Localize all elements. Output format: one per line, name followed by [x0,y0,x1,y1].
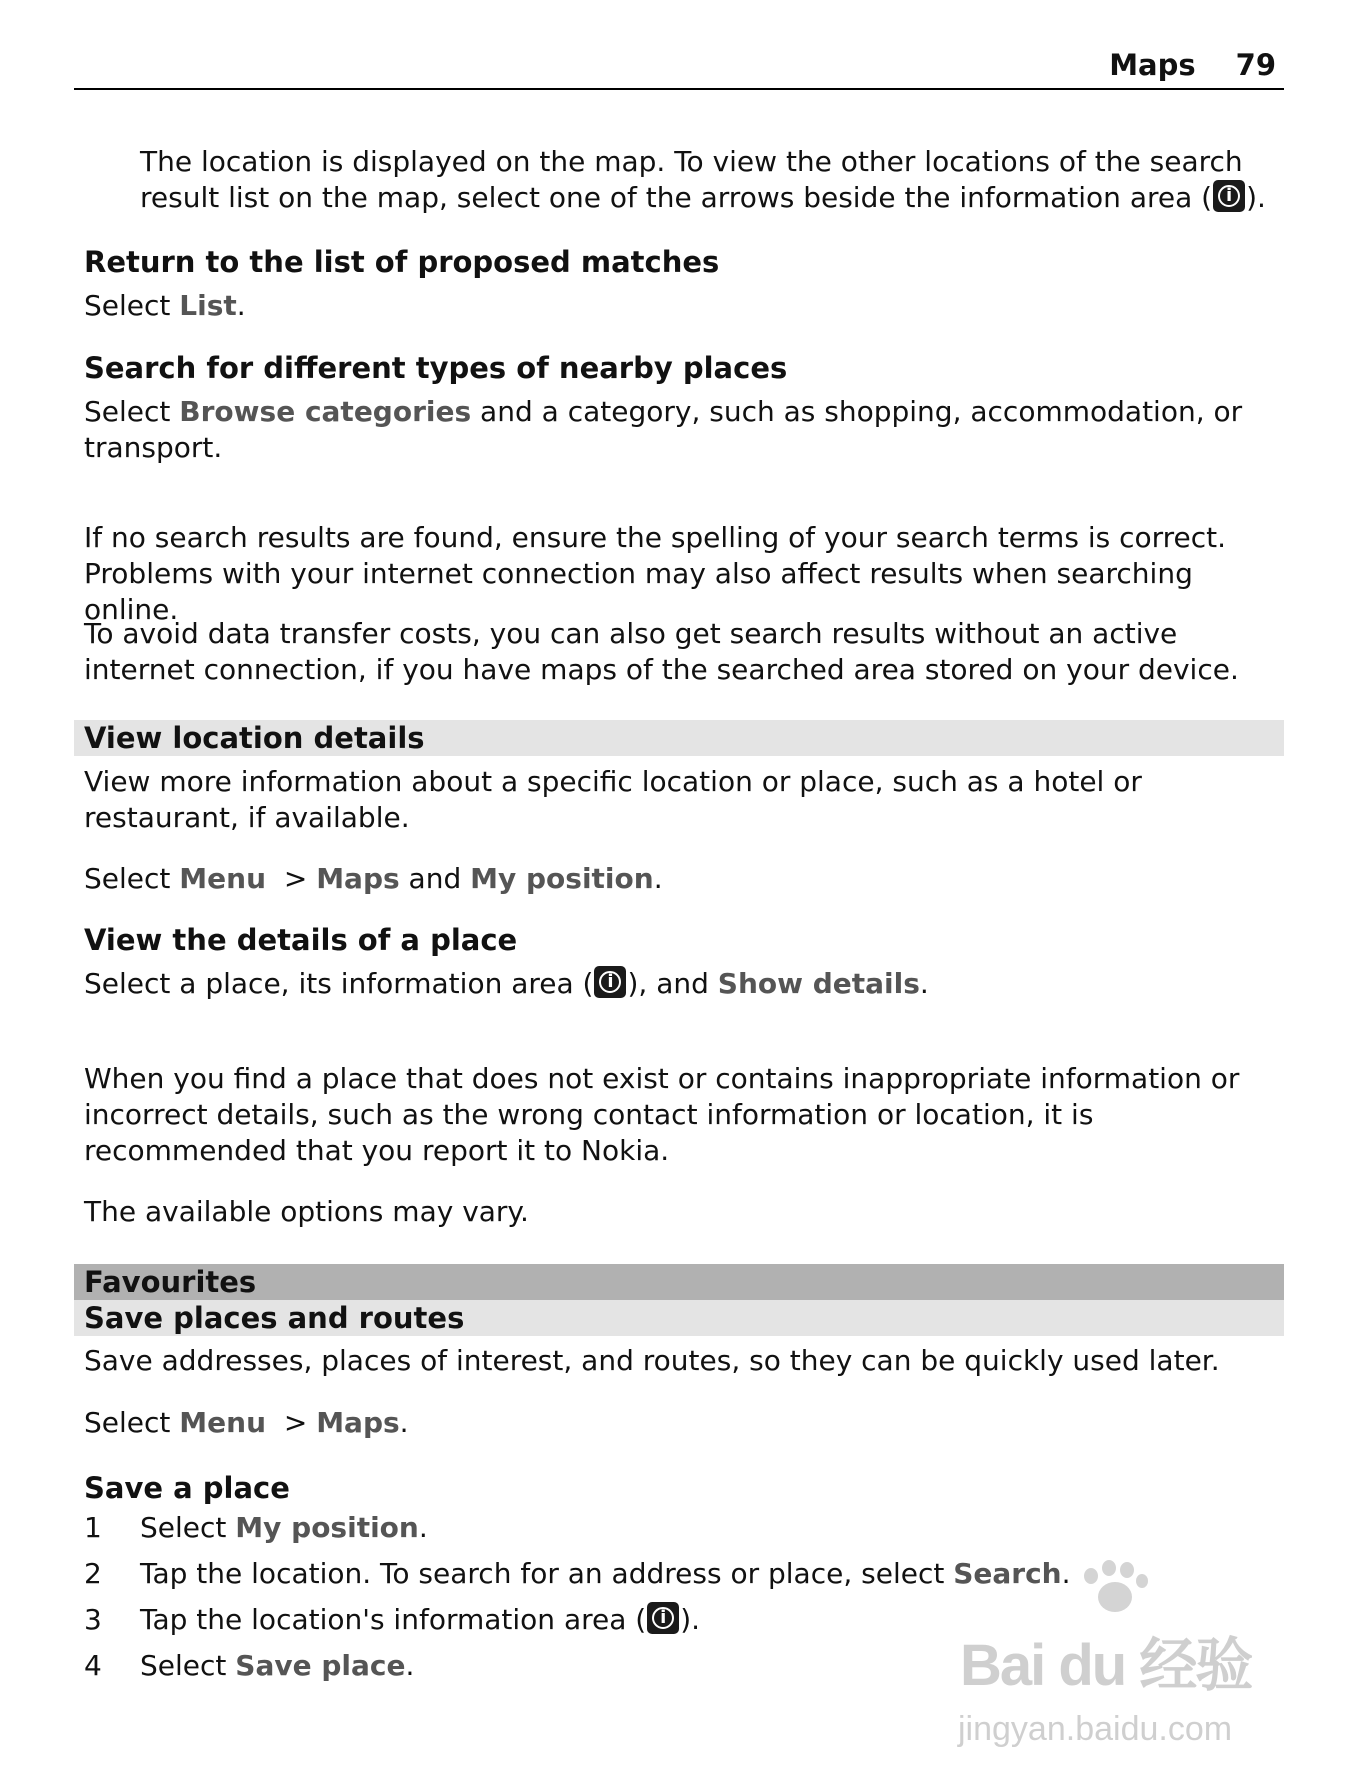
paw-icon [1080,1560,1150,1620]
select-text: Select [84,1406,180,1439]
ui-item-menu: Menu [179,862,267,895]
ui-item-list: List [179,289,237,322]
intro-text-end: ). [1246,181,1266,214]
select-text: Select [84,289,180,322]
section-heading: Search for different types of nearby places [84,351,788,385]
nearby-text: and a category, such as shopping, accommodation, or transport. [84,395,1243,464]
view-location-path [84,861,1284,897]
watermark-brand: Bai du 经验 [960,1633,1252,1698]
return-list-section [84,244,1284,324]
period: . [405,1649,415,1682]
watermark [940,1560,1280,1770]
step-number: 1 [84,1511,102,1544]
nearby-section [84,350,1284,466]
view-location-text: View more information about a specific location or place, such as a hotel or restaurant, if available. [84,765,1142,834]
step-text: Tap the location's information area ( [140,1603,647,1636]
details-text-mid: ), and [627,967,718,1000]
info-icon [594,966,626,998]
data-costs-paragraph [84,616,1284,688]
path-separator: > [266,1406,317,1439]
data-costs-text: To avoid data transfer costs, you can also get search results without an active internet connection, if you have maps of the searched area stored on your device. [84,617,1239,686]
step-number: 3 [84,1603,102,1636]
ui-item-my-position: My position [235,1511,419,1544]
ui-item-save-place: Save place [235,1649,406,1682]
info-icon [647,1602,679,1634]
watermark-url: jingyan.baidu.com [958,1710,1233,1748]
step-text: Select [140,1649,236,1682]
section-heading: Save a place [84,1471,290,1505]
favourites-desc-text: Save addresses, places of interest, and routes, so they can be quickly used later. [84,1344,1220,1377]
period: . [919,967,929,1000]
options-paragraph [84,1194,1284,1230]
ui-item-maps: Maps [316,1406,400,1439]
ui-item-browse-categories: Browse categories [179,395,472,428]
period: . [236,289,246,322]
and-text: and [399,862,471,895]
favourites-path [84,1405,1284,1441]
section-bar-save-places-routes: Save places and routes [74,1300,1284,1336]
list-item [84,1510,1284,1546]
ui-item-search: Search [953,1557,1062,1590]
report-paragraph [84,1061,1284,1169]
intro-text: The location is displayed on the map. To view the other locations of the search result list on the map, select one of the arrows beside the information area ( [140,145,1243,214]
details-section [84,922,1284,1002]
no-results-paragraph [84,520,1284,628]
step-text: Tap the location. To search for an address or place, select [140,1557,954,1590]
select-text: Select [84,395,180,428]
report-text: When you find a place that does not exist or contains inappropriate information or incorrect details, such as the wrong contact information or location, it is recommended that you report it to Nokia. [84,1062,1240,1167]
ui-item-menu: Menu [179,1406,267,1439]
ui-item-my-position: My position [470,862,654,895]
period: . [418,1511,428,1544]
options-vary-text: The available options may vary. [84,1195,529,1228]
intro-paragraph [140,144,1290,216]
info-icon [1213,180,1245,212]
step-number: 2 [84,1557,102,1590]
no-results-text: If no search results are found, ensure the spelling of your search terms is correct. Problems with your internet connection may also affect results when searching online. [84,521,1227,626]
section-heading: View the details of a place [84,923,518,957]
step-text: Select [140,1511,236,1544]
page-number: 79 [1235,48,1276,82]
select-text: Select [84,862,180,895]
section-heading: Return to the list of proposed matches [84,245,720,279]
step-number: 4 [84,1649,102,1682]
page-header [74,48,1284,90]
period: . [1061,1557,1071,1590]
path-separator: > [266,862,317,895]
details-text: Select a place, its information area ( [84,967,594,1000]
header-section-title: Maps [1109,48,1196,82]
section-bar-view-location-details: View location details [74,720,1284,756]
period: . [653,862,663,895]
step-text-end: ). [680,1603,701,1636]
section-bar-favourites: Favourites [74,1264,1284,1300]
ui-item-show-details: Show details [717,967,920,1000]
favourites-desc [84,1343,1284,1379]
period: . [399,1406,409,1439]
ui-item-maps: Maps [316,862,400,895]
view-location-desc [84,764,1284,836]
